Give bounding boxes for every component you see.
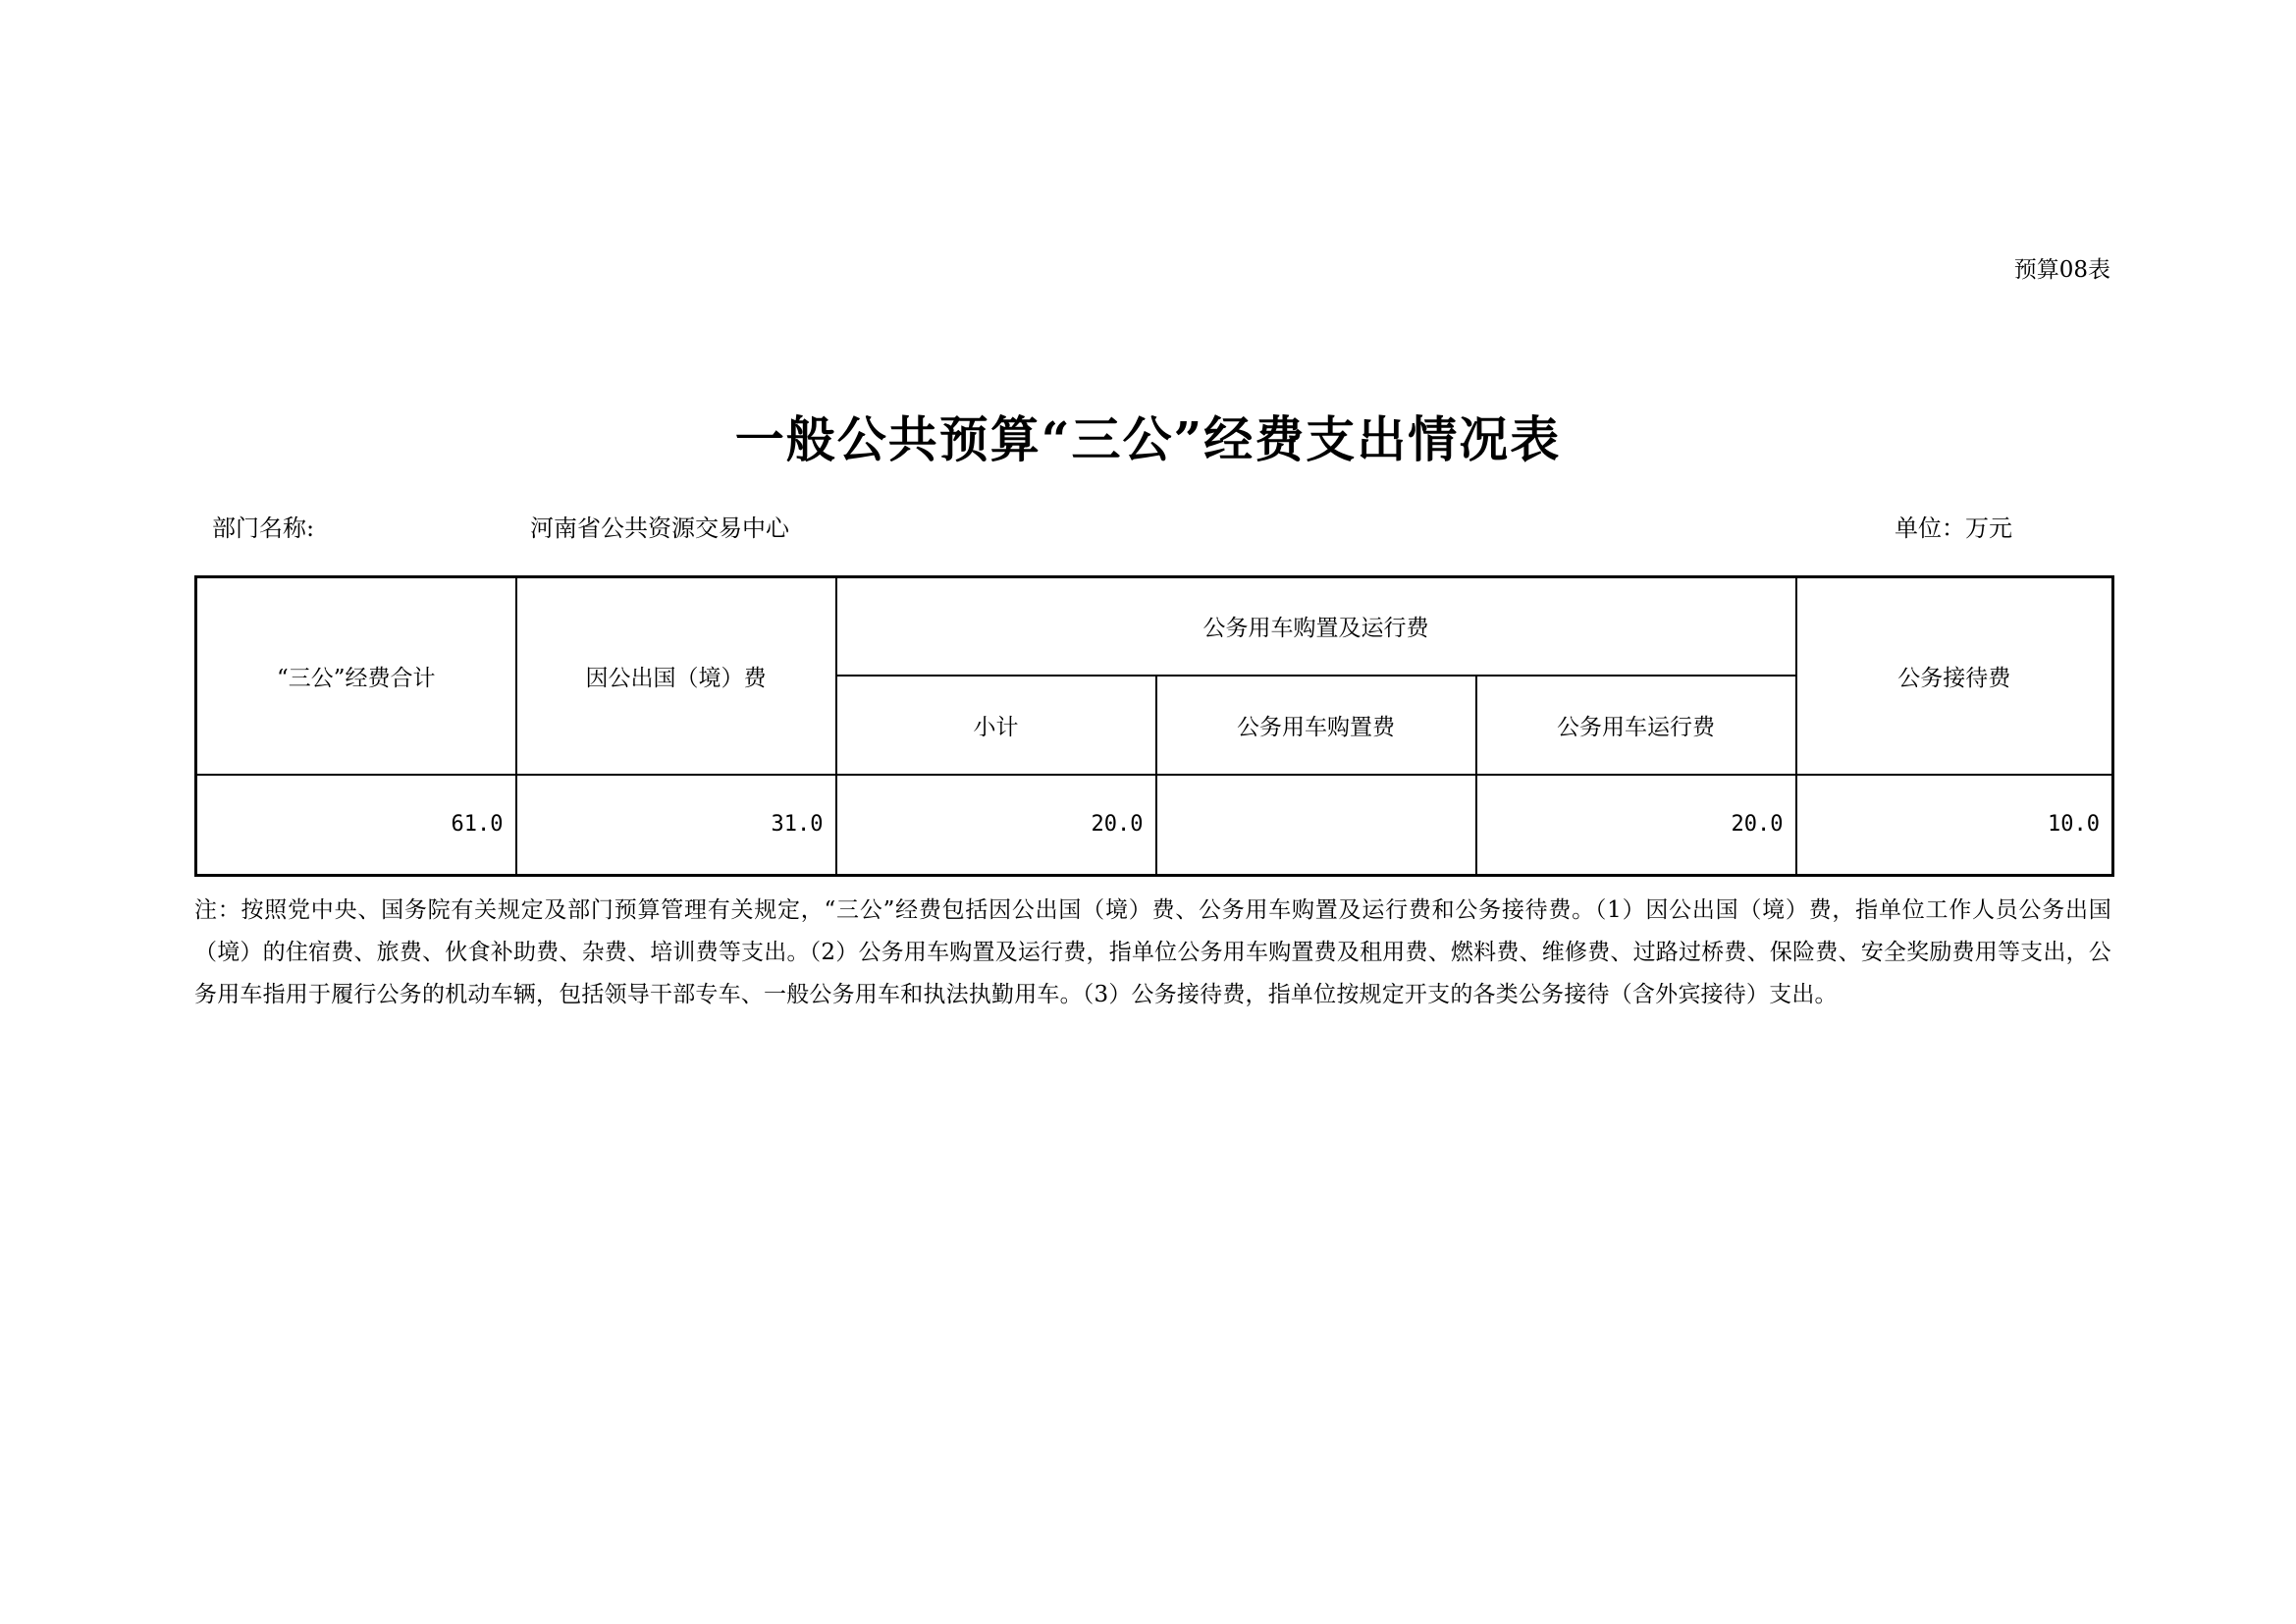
header-vehicle-purchase: 公务用车购置费 (1156, 676, 1476, 775)
cell-abroad: 31.0 (516, 775, 836, 876)
footnote: 注：按照党中央、国务院有关规定及部门预算管理有关规定，“三公”经费包括因公出国（境）费、公务用车购置及运行费和公务接待费。（1）因公出国（境）费，指单位工作人员公务出国（境）的住宿费、旅费、伙食补助费、杂费、培训费等支出。（2）公务用车购置及运行费，指单位公务用车购置费及租用费、燃料费、维修费、过路过桥费、保险费、安全奖励费用等支出，公务用车指用于履行公务的机动车辆，包括领导干部专车、一般公务用车和执法执勤用车。（3）公务接待费，指单位按规定开支的各类公务接待（含外宾接待）支出。 (194, 897, 2111, 1007)
table-row (196, 775, 2113, 876)
form-code: 预算08表 (2013, 257, 2110, 283)
header-reception: 公务接待费 (1796, 577, 2113, 775)
header-vehicle-operation: 公务用车运行费 (1476, 676, 1796, 775)
header-abroad: 因公出国（境）费 (516, 577, 836, 775)
cell-vehicle-subtotal: 20.0 (836, 775, 1156, 876)
header-total: “三公”经费合计 (196, 577, 516, 775)
cell-vehicle-purchase (1156, 775, 1476, 876)
header-vehicle-group: 公务用车购置及运行费 (836, 577, 1796, 676)
cell-vehicle-operation: 20.0 (1476, 775, 1796, 876)
department-label: 部门名称: (212, 514, 315, 542)
cell-total: 61.0 (196, 775, 516, 876)
table-header-row (196, 577, 2113, 676)
unit-label: 单位：万元 (1895, 514, 2012, 542)
budget-table (194, 575, 2114, 877)
department-name: 河南省公共资源交易中心 (530, 514, 789, 542)
header-vehicle-subtotal: 小计 (836, 676, 1156, 775)
cell-reception: 10.0 (1796, 775, 2113, 876)
page-title: 一般公共预算“三公”经费支出情况表 (734, 410, 1562, 468)
